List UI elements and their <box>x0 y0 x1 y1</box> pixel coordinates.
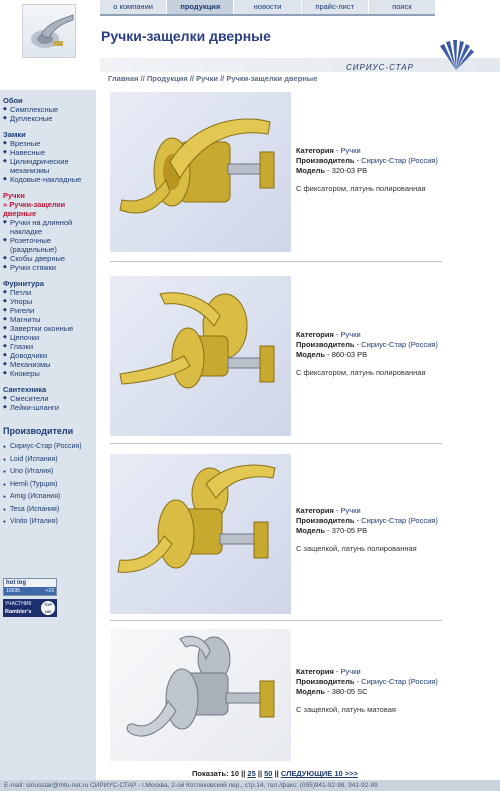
sidebar-group-wallpaper <box>3 96 96 123</box>
sidebar-item[interactable]: ◆ Симплексные <box>3 105 96 114</box>
nav-item-search[interactable]: поиск <box>368 0 435 14</box>
product-description: С фиксатором, латунь полированная <box>296 184 426 193</box>
sidebar-group-locks <box>3 130 96 184</box>
door-handle-image-icon <box>110 454 291 614</box>
nav-item-news[interactable]: новости <box>233 0 300 14</box>
brand-fan-icon <box>436 40 476 70</box>
product-image[interactable] <box>110 92 291 252</box>
model-label: Модель <box>296 166 326 175</box>
rambler-top100-icon: TOP 100 <box>41 601 55 615</box>
sidebar-item[interactable]: ◆ Навесные <box>3 148 96 157</box>
dash: - <box>333 667 341 676</box>
sidebar-item[interactable]: ◆ Глазки <box>3 342 96 351</box>
product-card <box>110 454 442 616</box>
pager-option-50[interactable]: 50 <box>264 769 273 778</box>
sidebar-item[interactable]: ◆ Врезные <box>3 139 96 148</box>
rambler-top100-badge[interactable] <box>3 599 57 617</box>
manufacturer-link[interactable]: ● Сириус-Стар (Россия) <box>3 441 96 454</box>
product-separator <box>110 261 442 262</box>
product-info <box>296 330 438 378</box>
product-description: С защелкой, латунь матовая <box>296 705 396 714</box>
product-image[interactable] <box>110 454 291 614</box>
maker-label: Производитель <box>296 340 355 349</box>
dash: - <box>333 506 341 515</box>
manufacturer-link[interactable]: ● Uno (Италия) <box>3 466 96 479</box>
counter-today: +16 <box>45 588 54 594</box>
breadcrumb-products[interactable]: Продукция <box>146 74 188 83</box>
dash: - <box>325 687 332 696</box>
sidebar-item[interactable]: ◆ Розеточные (раздельные) <box>3 236 96 254</box>
nav-item-company[interactable]: о компании <box>113 2 153 11</box>
sidebar-group-plumbing <box>3 385 96 412</box>
sidebar-heading[interactable]: Сантехника <box>3 385 47 394</box>
sidebar-item[interactable]: ◆ Цилиндрические механизмы <box>3 157 96 175</box>
product-image[interactable] <box>110 629 291 761</box>
category-value[interactable]: Ручки <box>340 667 361 676</box>
maker-label: Производитель <box>296 516 355 525</box>
product-card <box>110 629 442 763</box>
manufacturers-heading: Производители <box>3 426 74 436</box>
breadcrumb-current[interactable]: Ручки-защелки дверные <box>226 74 318 83</box>
product-separator <box>110 620 442 621</box>
sidebar-item[interactable]: ◆ Дуплексные <box>3 114 96 123</box>
sidebar-item[interactable]: ◆ Смесители <box>3 394 96 403</box>
maker-value[interactable]: Сириус-Стар (Россия) <box>361 516 438 525</box>
manufacturer-link[interactable]: ● Tesa (Испания) <box>3 504 96 517</box>
model-label: Модель <box>296 350 326 359</box>
breadcrumb-separator: // <box>140 74 145 83</box>
pager-label: Показать: <box>192 769 229 778</box>
dash: - <box>354 516 362 525</box>
breadcrumb-separator: // <box>220 74 225 83</box>
sidebar-item-current[interactable] <box>3 200 96 218</box>
pager-separator: || <box>257 769 263 778</box>
manufacturer-link[interactable]: ● Hemli (Турция) <box>3 479 96 492</box>
maker-label: Производитель <box>296 677 355 686</box>
sidebar-item[interactable]: ◆ Кнокеры <box>3 369 96 378</box>
category-label: Категория <box>296 667 334 676</box>
model-label: Модель <box>296 687 326 696</box>
sidebar-heading[interactable]: Фурнитура <box>3 279 44 288</box>
nav-item-pricelist[interactable]: прайс-лист <box>301 0 368 14</box>
sidebar-group-fittings <box>3 279 96 378</box>
model-value: 370-05 PB <box>331 526 368 535</box>
door-handle-image-icon <box>110 92 291 252</box>
product-card <box>110 276 442 438</box>
category-value[interactable]: Ручки <box>340 506 361 515</box>
header-product-thumbnail[interactable] <box>22 4 76 58</box>
manufacturer-link[interactable]: ● Amig (Испания) <box>3 491 96 504</box>
sidebar-item[interactable]: ◆ Механизмы <box>3 360 96 369</box>
header <box>0 0 500 72</box>
breadcrumb <box>108 74 317 83</box>
counter-title: hot log <box>6 580 26 586</box>
product-separator <box>110 443 442 444</box>
product-info <box>296 667 438 715</box>
door-handle-image-icon <box>110 276 291 436</box>
dash: - <box>325 350 332 359</box>
sidebar-item[interactable]: ◆ Магниты <box>3 315 96 324</box>
handle-thumbnail-icon <box>23 5 77 59</box>
product-description: С фиксатором, латунь полированная <box>296 368 426 377</box>
pager-next-link[interactable]: СЛЕДУЮЩИЕ 10 >>> <box>280 769 358 778</box>
category-label: Категория <box>296 146 334 155</box>
sidebar-item[interactable]: ◆ Лейки-шланги <box>3 403 96 412</box>
category-label: Категория <box>296 330 334 339</box>
page-title: Ручки-защелки дверные <box>101 28 271 44</box>
dash: - <box>354 677 362 686</box>
sidebar-item[interactable]: ◆ Петли <box>3 288 96 297</box>
breadcrumb-separator: // <box>189 74 194 83</box>
product-info <box>296 146 438 194</box>
sidebar <box>0 90 96 780</box>
sidebar-heading[interactable]: Обои <box>3 96 23 105</box>
counter-values <box>4 587 56 595</box>
sidebar-item[interactable]: ◆ Цепочки <box>3 333 96 342</box>
manufacturer-link[interactable]: ● Loid (Испания) <box>3 454 96 467</box>
footer-contact: E-mail: siriusstar@mtu-net.ru СИРИУС-СТАР - г.Москва, 2-ой Котляковский пер., стр.14, тел./факс: (095)941-92-98, 941-92-99 <box>0 780 500 791</box>
counter-total: 10695 <box>6 588 20 594</box>
pager-current: 10 <box>230 769 240 778</box>
sidebar-item[interactable]: ◆ Ручки стяжки <box>3 263 96 272</box>
model-value: 380-05 SC <box>331 687 368 696</box>
product-info <box>296 506 438 554</box>
sidebar-heading[interactable]: Замки <box>3 130 26 139</box>
pager-option-25[interactable]: 25 <box>247 769 256 778</box>
pagination <box>192 769 358 778</box>
top-nav <box>100 0 435 14</box>
dash: - <box>333 330 341 339</box>
sidebar-item[interactable]: ◆ Ручки на длинной накладке <box>3 218 96 236</box>
rambler-line2: Rambler's <box>5 609 32 615</box>
dash: - <box>333 146 341 155</box>
breadcrumb-home[interactable]: Главная <box>108 74 139 83</box>
sidebar-item[interactable]: ◆ Ригели <box>3 306 96 315</box>
breadcrumb-handles[interactable]: Ручки <box>196 74 218 83</box>
rambler-line1: УЧАСТНИК <box>5 601 32 607</box>
door-handle-image-icon <box>110 629 291 761</box>
hotlog-counter-badge[interactable] <box>3 578 57 596</box>
sidebar-item-label: Ручки-защелки дверные <box>3 200 66 218</box>
dash: - <box>325 166 332 175</box>
manufacturer-link[interactable]: ● Vinito (Италия) <box>3 516 96 529</box>
model-value: 320-03 PB <box>331 166 368 175</box>
product-card <box>110 92 442 254</box>
category-label: Категория <box>296 506 334 515</box>
product-image[interactable] <box>110 276 291 436</box>
category-value[interactable]: Ручки <box>340 146 361 155</box>
sidebar-heading[interactable]: Ручки <box>3 191 25 200</box>
nav-divider <box>100 14 435 16</box>
product-description: С защелкой, латунь полированная <box>296 544 417 553</box>
sidebar-item[interactable]: ◆ Скобы дверные <box>3 254 96 263</box>
dash: - <box>325 526 332 535</box>
nav-item-products[interactable]: продукция <box>166 0 233 14</box>
maker-value[interactable]: Сириус-Стар (Россия) <box>361 677 438 686</box>
sidebar-group-handles <box>3 191 96 272</box>
sidebar-item[interactable]: ◆ Упоры <box>3 297 96 306</box>
sidebar-item[interactable]: ◆ Доводчики <box>3 351 96 360</box>
pager-separator: || <box>274 769 279 778</box>
maker-value[interactable]: Сириус-Стар (Россия) <box>361 340 438 349</box>
category-value[interactable]: Ручки <box>340 330 361 339</box>
current-marker: » <box>3 200 8 209</box>
dash: - <box>354 340 362 349</box>
sidebar-item[interactable]: ◆ Кодовые-накладные <box>3 175 96 184</box>
sidebar-item[interactable]: ◆ Завертки оконные <box>3 324 96 333</box>
brand-logo-text: СИРИУС-СТАР <box>346 63 414 72</box>
model-label: Модель <box>296 526 326 535</box>
dash: - <box>354 156 362 165</box>
maker-label: Производитель <box>296 156 355 165</box>
maker-value[interactable]: Сириус-Стар (Россия) <box>361 156 438 165</box>
pager-separator: || <box>241 769 246 778</box>
model-value: 860-03 PB <box>331 350 368 359</box>
